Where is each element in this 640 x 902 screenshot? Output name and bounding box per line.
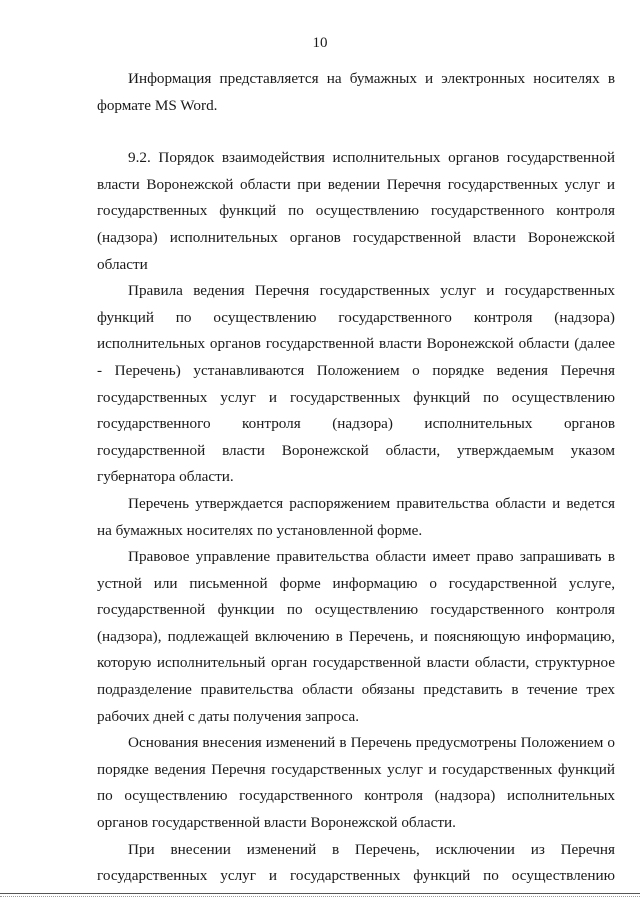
paragraph-legal-department: Правовое управление правительства области имеет право запрашивать в устной или письменной форме информацию о государственной услуге, государственной функции по осуществлению государственного контроля (надзора), подлежащей включению в Перечень, и поясняющую информацию, которую исполнительный орган государственной власти области, структурное подразделение правительства области обязаны представить в течение трех рабочих дней с даты получения запроса.: [97, 548, 615, 725]
footer-divider-dotted: [0, 896, 640, 898]
page-number: 10: [312, 35, 328, 51]
paragraph-rules: Правила ведения Перечня государственных услуг и государственных функций по осуществлению государственного контроля (надзора) исполнительных органов государственной власти Воронежской области (далее - Перечень) устанавливаются Положением о порядке ведения Перечня государственных услуг и государственных функций по осуществлению государственного контроля (надзора) исполнительных органов государственной власти Воронежской области, утверждаемым указом губернатора области.: [97, 282, 615, 486]
paragraph-grounds-for-changes: Основания внесения изменений в Перечень предусмотрены Положением о порядке ведения Перечня государственных услуг и государственных функций по осуществлению государственного контроля (надзора) исполнительных органов государственной власти Воронежской области.: [97, 734, 615, 832]
paragraph-continued: При внесении изменений в Перечень, исключении из Перечня государственных услуг и государственных функций по осуществлению: [97, 840, 615, 885]
footer-divider: [0, 893, 640, 894]
document-body: [97, 66, 615, 890]
section-heading-9-2: 9.2. Порядок взаимодействия исполнительных органов государственной власти Воронежской области при ведении Перечня государственных услуг и государственных функций по осуществлению государственного контроля (надзора) исполнительных органов государственной власти Воронежской области: [97, 149, 615, 273]
paragraph-approval: Перечень утверждается распоряжением правительства области и ведется на бумажных носителях по установленной форме.: [97, 494, 615, 539]
paragraph-info-format: Информация представляется на бумажных и электронных носителях в формате MS Word.: [97, 70, 615, 114]
